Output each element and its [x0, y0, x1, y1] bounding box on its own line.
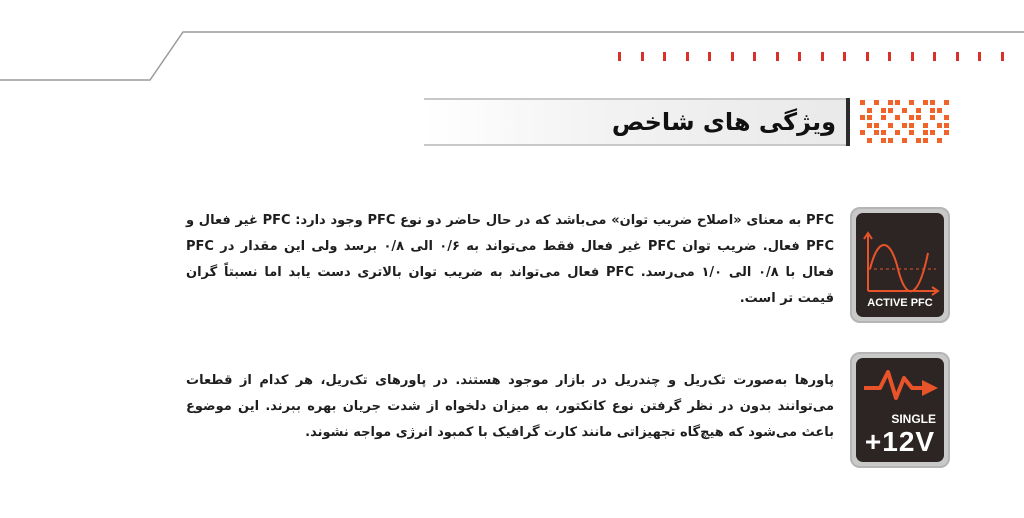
tick-mark [663, 52, 666, 61]
pixel-square [930, 100, 935, 105]
pixel-square [881, 108, 886, 113]
pixel-square [874, 130, 879, 135]
pixel-square [944, 130, 949, 135]
tick-mark [888, 52, 891, 61]
tick-mark [731, 52, 734, 61]
pixel-square [909, 123, 914, 128]
pixel-square [930, 115, 935, 120]
decorative-tick-marks [618, 52, 1013, 62]
tick-mark [978, 52, 981, 61]
tick-mark [708, 52, 711, 61]
pixel-square [923, 138, 928, 143]
pixel-square [881, 115, 886, 120]
pixel-square [909, 115, 914, 120]
pixel-square [909, 100, 914, 105]
plus-12v-label: +12V [864, 426, 936, 457]
header-outline-line [0, 0, 1024, 90]
pixel-square [867, 108, 872, 113]
section-title-bar [424, 98, 850, 146]
feature-text-single-rail: پاورها به‌صورت تک‌ریل و چندریل در بازار موجود هستند. در پاورهای تک‌ریل، هر کدام از قطعات می‌توانند بدون در نظر گرفتن نوع کانکتور، به میزان دلخواه از شدت جریان بهره ببرند. این موضوع باعث می‌شود که هیچ‌گاه تجهیزاتی مانند کارت گرافیک با کمبود انرژی مواجه نشوند. [186, 373, 834, 440]
pixel-square [867, 138, 872, 143]
single-12v-icon [850, 352, 950, 468]
pixel-square [881, 138, 886, 143]
pixel-square [895, 130, 900, 135]
pixel-square [923, 130, 928, 135]
pixel-square [888, 123, 893, 128]
tick-mark [641, 52, 644, 61]
pixel-square [888, 138, 893, 143]
tick-mark [798, 52, 801, 61]
tick-mark [933, 52, 936, 61]
pixel-square [902, 123, 907, 128]
tick-mark [843, 52, 846, 61]
pixel-square [944, 100, 949, 105]
pixel-square [909, 130, 914, 135]
tick-mark [686, 52, 689, 61]
tick-mark [776, 52, 779, 61]
active-pfc-icon [850, 207, 950, 323]
tick-mark [618, 52, 621, 61]
lightning-pulse-icon [856, 358, 944, 418]
orange-pixel-pattern-icon [860, 100, 954, 146]
title-bar-edge [846, 98, 850, 146]
tick-mark [753, 52, 756, 61]
tick-mark [866, 52, 869, 61]
pixel-square [937, 123, 942, 128]
pixel-square [881, 130, 886, 135]
pixel-square [937, 108, 942, 113]
feature-text-pfc: PFC به معنای «اصلاح ضریب توان» می‌باشد که در حال حاضر دو نوع PFC وجود دارد: PFC غیر فعال و PFC فعال. ضریب توان PFC غیر فعال فقط می‌تواند به ۰/۶ الی ۰/۸ برسد ولی این مقدار در PFC فعال با ۰/۸ الی ۱/۰ می‌رسد. PFC فعال می‌تواند به ضریب توان بالاتری دست یابد اما نسبتاً گران قیمت تر است. [186, 213, 835, 306]
pixel-square [916, 115, 921, 120]
pixel-square [916, 138, 921, 143]
single-label: SINGLE [891, 412, 936, 426]
pixel-square [874, 100, 879, 105]
pixel-square [944, 115, 949, 120]
section-title: ویژگی های شاخص [611, 108, 836, 136]
pixel-square [923, 100, 928, 105]
pixel-square [895, 115, 900, 120]
pixel-square [944, 123, 949, 128]
pixel-square [895, 100, 900, 105]
pixel-square [888, 108, 893, 113]
tick-mark [956, 52, 959, 61]
pixel-square [860, 100, 865, 105]
pixel-square [902, 138, 907, 143]
pixel-square [916, 108, 921, 113]
pixel-square [860, 130, 865, 135]
pixel-square [867, 115, 872, 120]
pixel-square [902, 108, 907, 113]
pixel-square [888, 100, 893, 105]
pixel-square [937, 138, 942, 143]
pixel-square [874, 123, 879, 128]
pixel-square [930, 130, 935, 135]
pixel-square [867, 123, 872, 128]
tick-mark [911, 52, 914, 61]
pixel-square [860, 115, 865, 120]
active-pfc-label: ACTIVE PFC [867, 297, 933, 309]
pixel-square [930, 108, 935, 113]
pixel-square [923, 123, 928, 128]
tick-mark [821, 52, 824, 61]
tick-mark [1001, 52, 1004, 61]
